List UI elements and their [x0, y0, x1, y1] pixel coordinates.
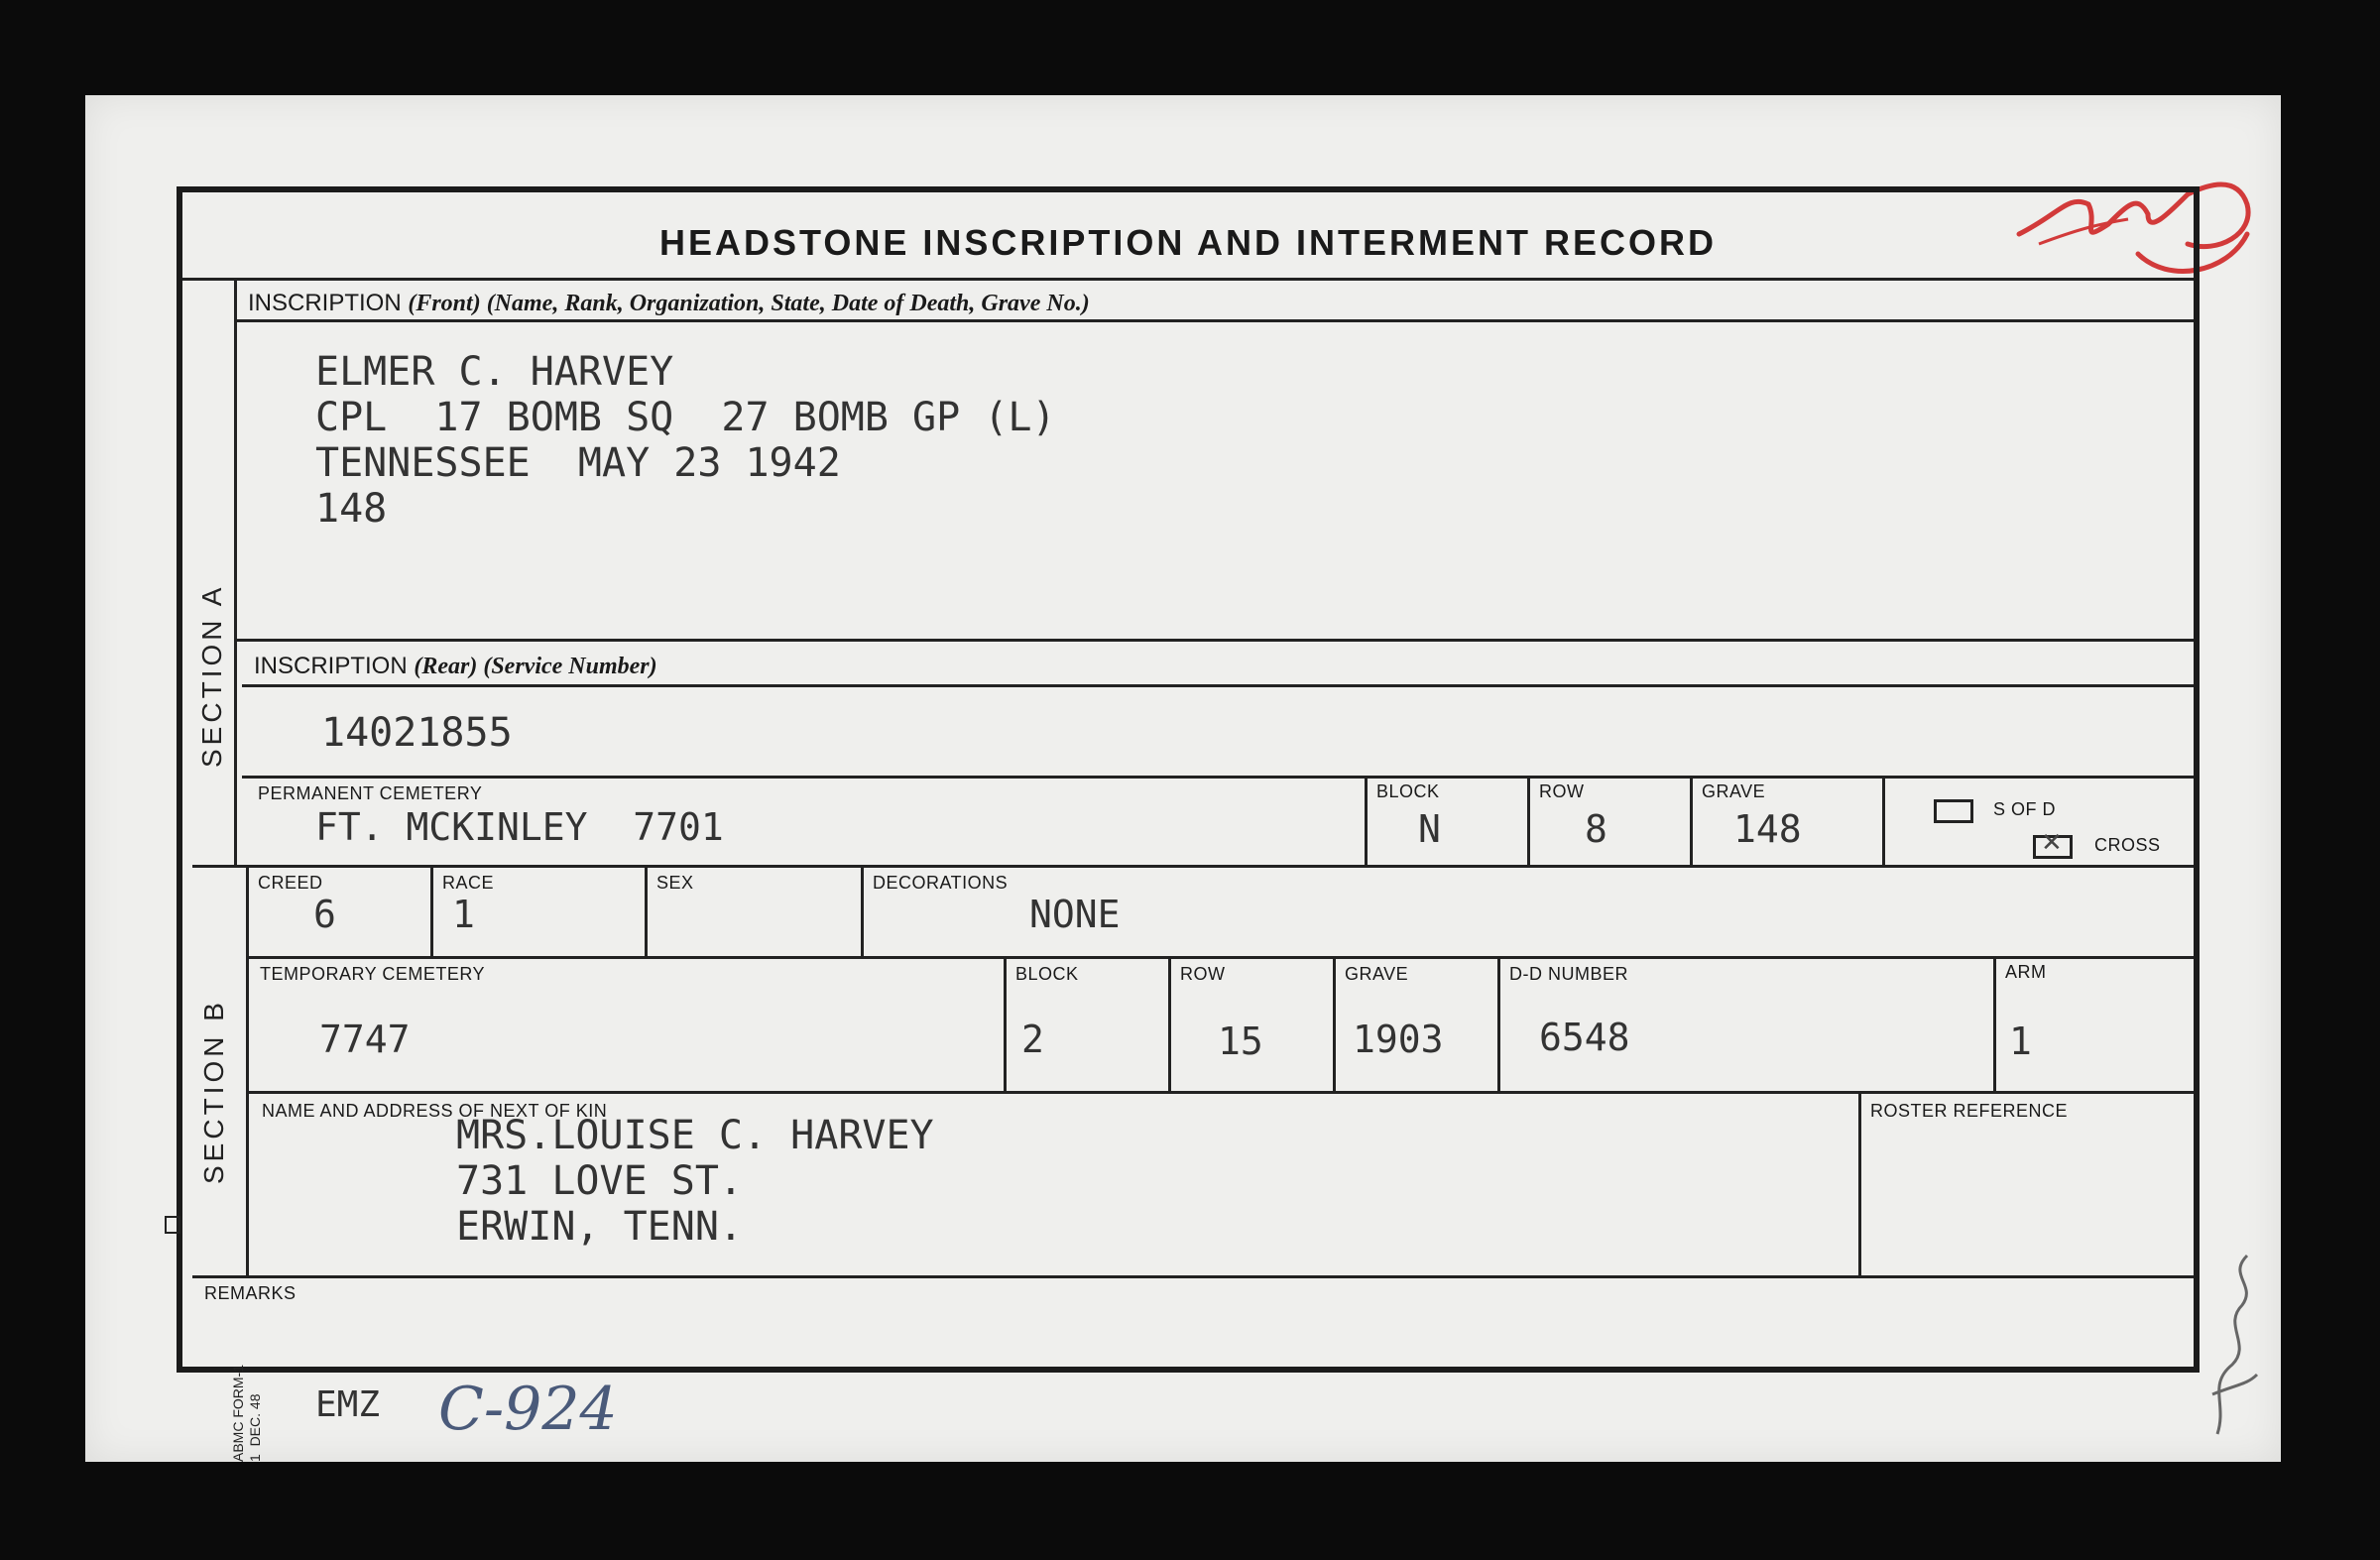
temporary-grave-label: GRAVE — [1345, 964, 1409, 984]
form-title: HEADSTONE INSCRIPTION AND INTERMENT RECORD — [658, 222, 1718, 263]
temporary-block-value: 2 — [1021, 1018, 1044, 1061]
temporary-grave-value: 1903 — [1353, 1018, 1444, 1061]
next-of-kin-line-2: 731 LOVE ST. — [456, 1158, 743, 1204]
race-value: 1 — [452, 893, 475, 936]
sofd-label: S OF D — [1993, 799, 2057, 819]
permanent-block-label: BLOCK — [1376, 781, 1440, 801]
creed-label: CREED — [258, 873, 323, 893]
permanent-grave-label: GRAVE — [1702, 781, 1766, 801]
temporary-block-label: BLOCK — [1015, 964, 1079, 984]
dd-number-label: D-D NUMBER — [1509, 964, 1628, 984]
decorations-label: DECORATIONS — [873, 873, 1009, 893]
record-card — [85, 95, 2281, 1462]
inscription-rear-label: INSCRIPTION (Rear) (Service Number) — [254, 653, 657, 679]
inscription-front-line-2: CPL 17 BOMB SQ 27 BOMB GP (L) — [315, 395, 1056, 440]
service-number: 14021855 — [321, 710, 513, 756]
decorations-value: NONE — [1029, 893, 1121, 936]
dd-number-value: 6548 — [1539, 1016, 1630, 1059]
form-frame — [177, 186, 2200, 1373]
permanent-block-value: N — [1418, 807, 1441, 851]
temporary-cemetery-value: 7747 — [319, 1018, 411, 1061]
permanent-row-value: 8 — [1585, 807, 1607, 851]
pencil-scribble-mark — [2198, 1236, 2267, 1454]
inscription-front-line-3: TENNESSEE MAY 23 1942 — [315, 440, 841, 486]
permanent-row-label: ROW — [1539, 781, 1585, 801]
temporary-cemetery-label: TEMPORARY CEMETERY — [260, 964, 486, 984]
permanent-cemetery-value: FT. MCKINLEY 7701 — [315, 805, 724, 849]
inscription-front-line-4: 148 — [315, 486, 388, 532]
next-of-kin-label: NAME AND ADDRESS OF NEXT OF KIN — [262, 1101, 608, 1121]
roster-reference-label: ROSTER REFERENCE — [1870, 1101, 2069, 1121]
arm-value: 1 — [2009, 1020, 2032, 1063]
section-b-label: SECTION B — [198, 999, 229, 1184]
next-of-kin-line-1: MRS.LOUISE C. HARVEY — [456, 1113, 934, 1158]
permanent-grave-value: 148 — [1733, 807, 1802, 851]
cross-check-mark-icon: ✕ — [2041, 827, 2063, 857]
sex-label: SEX — [656, 873, 694, 893]
temporary-row-label: ROW — [1180, 964, 1226, 984]
arm-label: ARM — [2005, 962, 2047, 982]
section-a-label: SECTION A — [196, 583, 227, 768]
temporary-row-value: 15 — [1218, 1020, 1263, 1063]
next-of-kin-line-3: ERWIN, TENN. — [456, 1204, 743, 1250]
handwritten-code: C-924 — [438, 1375, 618, 1444]
permanent-cemetery-label: PERMANENT CEMETERY — [258, 783, 483, 803]
sofd-checkbox[interactable] — [1934, 799, 1973, 823]
inscription-front-line-1: ELMER C. HARVEY — [315, 349, 674, 395]
creed-value: 6 — [313, 893, 336, 936]
form-corner-box — [165, 1216, 180, 1234]
form-number: ABMC FORM-1 1 DEC. 48 — [230, 1365, 263, 1462]
inscription-front-label: INSCRIPTION (Front) (Name, Rank, Organization, State, Date of Death, Grave No.) — [248, 290, 1090, 316]
cross-label: CROSS — [2094, 835, 2161, 855]
typed-code: EMZ — [315, 1384, 381, 1425]
remarks-label: REMARKS — [204, 1283, 297, 1303]
race-label: RACE — [442, 873, 495, 893]
